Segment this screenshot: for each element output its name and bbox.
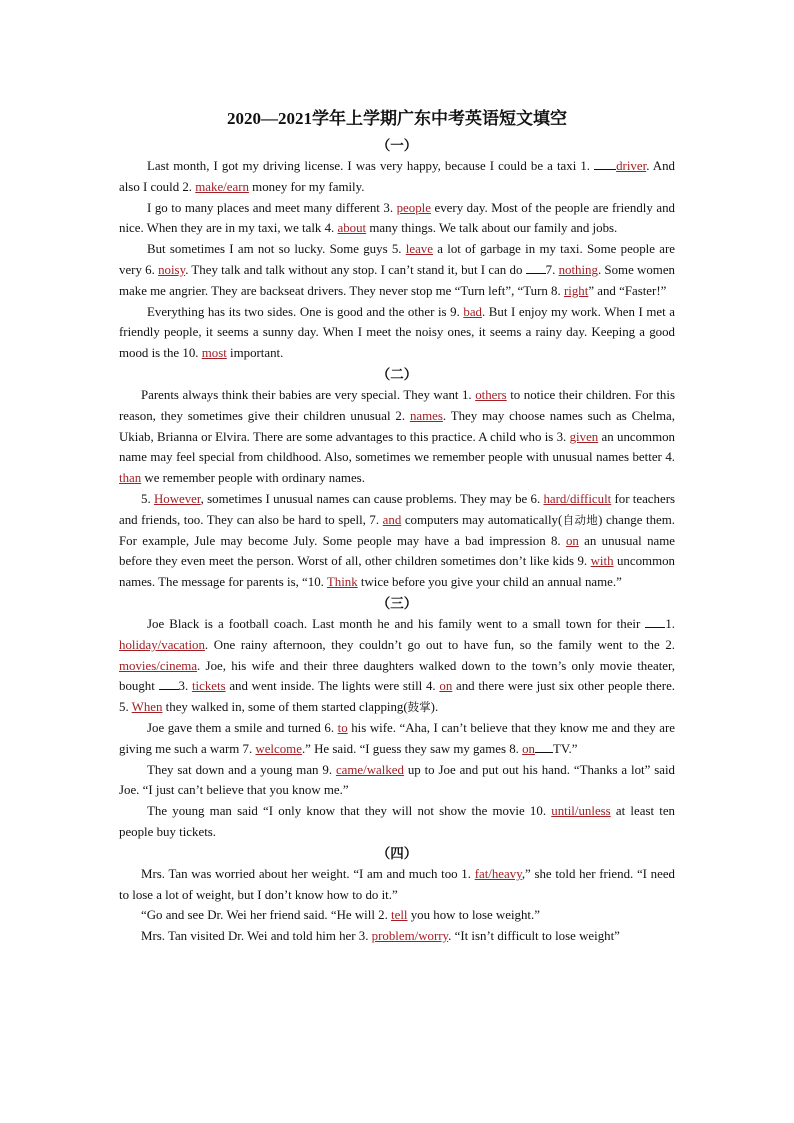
paragraph-text: . They may choose names such as Chelma, Ukiab, Brianna or Elvira. There are some advantages to this practice. A child who is 3. [119, 408, 675, 444]
paragraph [119, 760, 675, 802]
document-body [119, 135, 675, 947]
section-heading: （二） [376, 366, 418, 382]
paragraph-text: you how to lose weight.” [407, 908, 540, 923]
paragraph-text: But sometimes I am not so lucky. Some guys 5. [147, 242, 406, 257]
answer-word: tell [391, 908, 408, 923]
answer-word: on [439, 679, 453, 694]
paragraph-text: Joe gave them a smile and turned 6. [147, 720, 338, 735]
paragraph-text: . They talk and talk without any stop. I can’t stand it, but I can do [185, 262, 526, 277]
section-heading: （四） [376, 845, 418, 861]
paragraph-text: a lot of garbage in my taxi. Some people are very 6. [119, 242, 675, 277]
paragraph-text: . “It isn’t difficult to lose weight” [448, 929, 620, 944]
paragraph [119, 614, 675, 718]
answer-word: fat/heavy [474, 866, 522, 881]
answer-word: right [563, 283, 589, 298]
paragraph [119, 801, 675, 843]
paragraph-text: for teachers and friends, too. They can also be hard to spell, 7. [119, 491, 676, 527]
answer-word: holiday/vacation [119, 637, 205, 652]
paragraph [119, 198, 675, 240]
paragraph-text: Last month, I got my driving license. I was very happy, because I could be a taxi 1. [147, 159, 595, 173]
answer-word: bad [463, 304, 482, 319]
paragraph-text: and there were just six other people there. 5. [119, 679, 676, 715]
answer-word: movies/cinema [119, 658, 198, 673]
section-heading: （一） [376, 138, 418, 153]
answer-word: However [153, 491, 201, 506]
paragraph [119, 864, 675, 906]
answer-word: than [119, 471, 142, 486]
answer-word: noisy [158, 262, 186, 277]
paragraph-text: . One rainy afternoon, they couldn’t go out to have fun, so the family went to the 2. [204, 637, 675, 652]
paragraph-text: an uncommon name may feel special from childhood. Also, sometimes we remember people with unusual names better 4. [119, 429, 675, 465]
answer-word: others [475, 387, 507, 402]
blank-line [645, 615, 665, 628]
paragraph-text: money for my family. [248, 179, 365, 194]
paragraph-text: important. [226, 346, 284, 361]
paragraph-text: Joe Black is a football coach. Last month he and his family went to a small town for their [147, 616, 646, 631]
paragraph-text: . Some women make me angrier. They are backseat drivers. They never stop me “Turn left”, “Turn 8. [119, 262, 675, 298]
paragraph [119, 385, 675, 489]
answer-word: on [565, 533, 579, 548]
answer-word: to [337, 720, 348, 735]
blank-line [594, 157, 616, 170]
paragraph-text: at least ten people buy tickets. [119, 804, 675, 839]
paragraph-text: his wife. “Aha, I can’t believe that they know me and they are giving me such a warm 7. [119, 720, 676, 756]
document-title: 2020—2021学年上学期广东中考英语短文填空 [227, 109, 567, 128]
paragraph-text: 3. [178, 679, 192, 694]
paragraph-text: uncommon names. The message for parents is, “10. [119, 554, 675, 590]
blank-line [526, 261, 546, 274]
answer-word: came/walked [335, 762, 404, 777]
answer-word: hard/difficult [543, 491, 612, 506]
paragraph-text: . And also I could 2. [119, 159, 675, 194]
answer-word: people [396, 200, 431, 215]
paragraph [119, 926, 675, 947]
paragraph-text: , sometimes I unusual names can cause problems. They may be 6. [200, 491, 544, 506]
paragraph-text: They sat down and a young man 9. [147, 762, 336, 777]
answer-word: given [569, 429, 599, 444]
answer-word: until/unless [551, 804, 611, 819]
blank-line [159, 677, 179, 690]
paragraph [119, 239, 675, 301]
answer-word: nothing [558, 262, 598, 277]
paragraph [119, 905, 675, 926]
paragraph-text: Everything has its two sides. One is good and the other is 9. [147, 304, 464, 319]
section-heading: （三） [376, 595, 418, 611]
paragraph-text: .” He said. “I guess they saw my games 8. [301, 741, 523, 756]
document-page [119, 100, 675, 947]
answer-word: and [382, 512, 402, 527]
paragraph-text: Mrs. Tan visited Dr. Wei and told him her 3. [141, 929, 372, 944]
paragraph-text: ,” she told her friend. “I need to lose a lot of weight, but I don’t know how to do it.” [119, 866, 675, 902]
answer-word: Think [326, 575, 358, 590]
paragraph-text: 1. [665, 616, 675, 631]
paragraph-text: . Joe, his wife and their three daughters walked down to the town’s only movie theater, bought [119, 658, 675, 694]
paragraph-text: up to Joe and put out his hand. “Thanks a lot” said Joe. “I just can’t believe that you know me.” [119, 762, 675, 798]
paragraph-text: an unusual name before they even meet the person. Worst of all, other children sometimes don’t like kids 9. [119, 533, 675, 569]
paragraph-text: 5. [141, 491, 154, 506]
chinese-gloss: 鼓掌 [407, 700, 431, 715]
paragraph-text: twice before you give your child an annual name.” [357, 575, 622, 590]
answer-word: about [337, 221, 367, 236]
paragraph-text: and went inside. The lights were still 4. [225, 679, 440, 694]
answer-word: names [409, 408, 443, 423]
answer-word: When [131, 700, 163, 715]
paragraph-text: ” and “Faster!” [588, 283, 667, 298]
paragraph [119, 302, 675, 364]
paragraph-text: to notice their children. For this reason, they sometimes give their children unusual 2. [119, 387, 675, 423]
answer-word: tickets [191, 679, 226, 694]
paragraph-text: The young man said “I only know that they will not show the movie 10. [147, 804, 552, 819]
paragraph-text: . But I enjoy my work. When I met a friendly people, it seems a sunny day. When I meet the noisy ones, it seems a rainy day. Keeping a good mood is the 10. [119, 304, 675, 361]
chinese-gloss: 自动地 [562, 512, 599, 527]
paragraph-text: ). [430, 700, 439, 715]
paragraph [119, 156, 675, 198]
paragraph [119, 489, 675, 593]
answer-word: problem/worry [371, 929, 449, 944]
paragraph-text: Mrs. Tan was worried about her weight. “I am and much too 1. [141, 866, 475, 881]
paragraph-text: computers may automatically( [401, 512, 563, 527]
paragraph-text: every day. Most of the people are friendly and nice. When they are in my taxi, we talk 4. [119, 200, 675, 236]
answer-word: welcome [255, 741, 302, 756]
answer-word: make/earn [195, 179, 249, 194]
paragraph-text: TV.” [553, 741, 578, 756]
paragraph-text: we remember people with ordinary names. [141, 471, 365, 486]
answer-word: leave [405, 242, 433, 257]
answer-word: with [590, 554, 614, 569]
paragraph [119, 718, 675, 760]
paragraph-text: I go to many places and meet many different 3. [147, 200, 397, 215]
paragraph-text: 7. [545, 262, 559, 277]
blank-line [535, 740, 553, 753]
paragraph-text: Parents always think their babies are very special. They want 1. [141, 387, 476, 402]
paragraph-text: they walked in, some of them started clapping( [162, 700, 408, 715]
paragraph-text: many things. We talk about our family and jobs. [366, 221, 618, 236]
paragraph-text: ) change them. For example, Jule may become July. Some people may have a bad impression 8. [119, 512, 676, 548]
answer-word: on [522, 741, 535, 756]
answer-word: driver [616, 159, 647, 173]
answer-word: most [201, 346, 227, 361]
paragraph-text: “Go and see Dr. Wei her friend said. “He will 2. [141, 908, 392, 923]
